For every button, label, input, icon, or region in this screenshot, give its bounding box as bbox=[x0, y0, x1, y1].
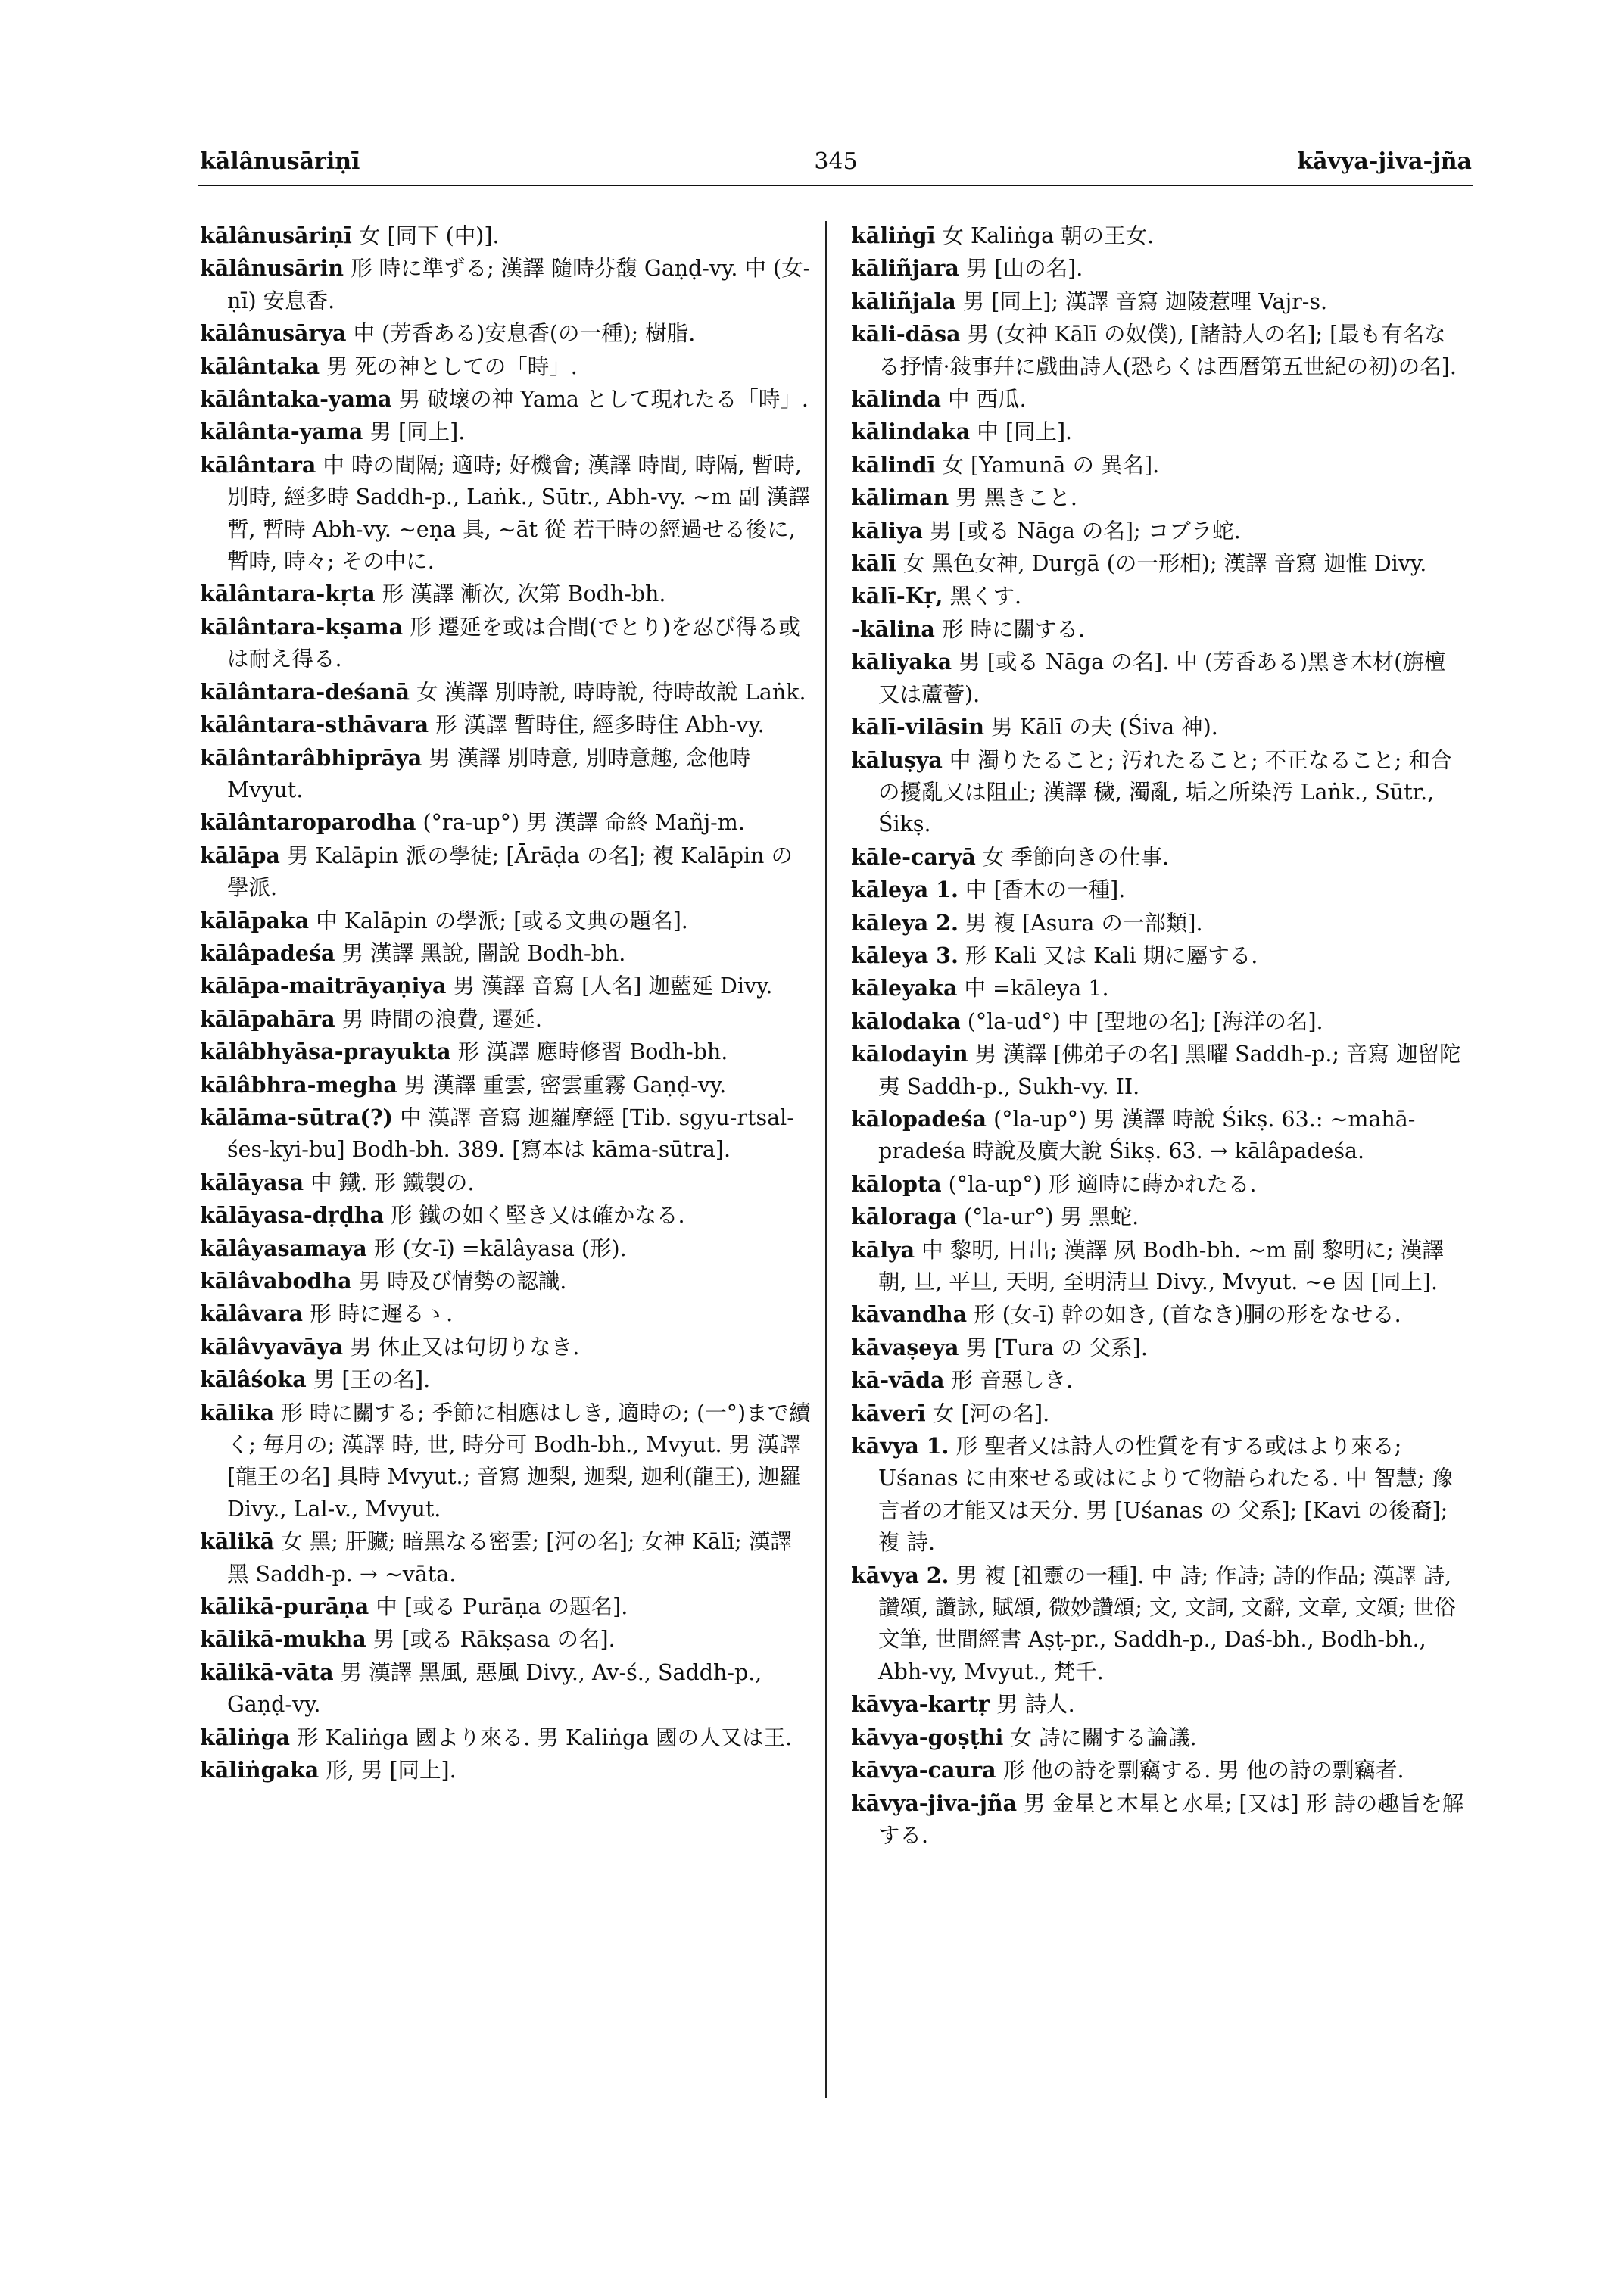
entry-headword: kālâyasamaya bbox=[200, 1235, 367, 1261]
entry-definition: 形 鐵の如く堅き又は確かなる. bbox=[383, 1203, 685, 1229]
entry-headword: kālâbhra-megha bbox=[200, 1071, 397, 1098]
entry-headword: kālântara-kṛta bbox=[200, 581, 376, 607]
entry-headword: kālika bbox=[200, 1399, 275, 1425]
entry-headword: kālâvabodha bbox=[200, 1268, 352, 1294]
entry-headword: kālântara bbox=[200, 451, 316, 478]
entry-definition: 形 漢譯 應時修習 Bodh-bh. bbox=[450, 1039, 728, 1065]
entry-headword: kālântara-deśanā bbox=[200, 678, 410, 705]
entry-headword: kāvya-goṣṭhi bbox=[851, 1724, 1004, 1750]
dictionary-entry bbox=[851, 841, 1464, 874]
dictionary-entry bbox=[200, 1623, 813, 1656]
entry-headword: kālya bbox=[851, 1236, 915, 1263]
entry-definition: 形 時に準ずる; 漢譯 隨時芬馥 Gaṇḍ-vy. 中 (女-ṇī) 安息香. bbox=[227, 256, 811, 313]
dictionary-entry bbox=[200, 676, 813, 709]
entry-definition: 形 時に關する. bbox=[934, 616, 1086, 642]
dictionary-entry bbox=[851, 383, 1464, 416]
entry-headword: kālânta-yama bbox=[200, 419, 363, 445]
dictionary-entry bbox=[200, 1298, 813, 1330]
entry-definition: 男 休止又は句切りなき. bbox=[343, 1334, 580, 1360]
entry-headword: kāvya 1. bbox=[851, 1433, 949, 1460]
entry-headword: kāliyaka bbox=[851, 649, 952, 675]
dictionary-entry bbox=[200, 970, 813, 1002]
entry-headword: kāluṣya bbox=[851, 746, 943, 773]
page-number: 345 bbox=[814, 148, 858, 175]
dictionary-entry bbox=[851, 1430, 1464, 1559]
entry-headword: kālāpa-maitrāyaṇiya bbox=[200, 973, 447, 999]
entry-definition: 形 (女-ī) =kālâyasa (形). bbox=[366, 1235, 627, 1261]
dictionary-entry bbox=[851, 972, 1464, 1005]
entry-definition: 女 黑; 肝臟; 暗黑なる密雲; [河の名]; 女神 Kālī; 漢譯 黑 Saddh-p. → ∼vāta. bbox=[227, 1529, 792, 1587]
dictionary-entry bbox=[200, 1101, 813, 1167]
entry-definition: 男 死の神としての「時」. bbox=[320, 354, 578, 379]
dictionary-entry bbox=[200, 1590, 813, 1623]
entry-headword: kālânusārya bbox=[200, 320, 347, 347]
entry-headword: kālântaroparodha bbox=[200, 809, 416, 836]
entry-definition: 女 [河の名]. bbox=[925, 1400, 1050, 1426]
dictionary-entry bbox=[200, 383, 813, 416]
entry-headword: kālopadeśa bbox=[851, 1105, 987, 1132]
dictionary-entry bbox=[851, 1787, 1464, 1852]
dictionary-entry bbox=[851, 1103, 1464, 1168]
entry-definition: 中 西瓜. bbox=[940, 387, 1027, 413]
header-rule bbox=[198, 185, 1473, 186]
entry-headword: kāliṅgaka bbox=[200, 1757, 320, 1784]
entry-definition: 女 季節向きの仕事. bbox=[975, 844, 1170, 870]
entry-definition: 形 音惡しき. bbox=[944, 1368, 1074, 1394]
entry-headword: kālāpahāra bbox=[200, 1005, 335, 1032]
entry-definition: 男 破壞の神 Yama として現れたる「時」. bbox=[391, 387, 809, 413]
dictionary-entry bbox=[200, 252, 813, 317]
dictionary-entry bbox=[200, 806, 813, 839]
entry-definition: 形, 男 [同上]. bbox=[319, 1758, 457, 1784]
entry-headword: kālindaka bbox=[851, 419, 971, 445]
entry-definition: 形 時に關する; 季節に相應はしき, 適時の; (一°)まで續く; 毎月の; 漢譯 時, 世, 時分可 Bodh-bh., Mvyut. 男 漢譯 [龍王の名] 具時 Mvyut.; 音寫 迦梨, 迦梨, 迦利(龍王), 迦羅 Divy., Lal-v., Mvyut. bbox=[227, 1400, 811, 1522]
entry-definition: 男 [Tura の 父系]. bbox=[959, 1335, 1148, 1360]
entry-headword: kālântara-kṣama bbox=[200, 613, 404, 640]
entry-definition: 男 時及び情勢の認識. bbox=[351, 1269, 567, 1294]
entry-definition: 男 [同上]. bbox=[363, 419, 466, 445]
dictionary-entry bbox=[851, 1168, 1464, 1201]
entry-definition: 中 =kāleya 1. bbox=[957, 976, 1109, 1002]
entry-headword: kāleyaka bbox=[851, 975, 958, 1002]
entry-headword: kālâśoka bbox=[200, 1366, 307, 1393]
entry-headword: kāliya bbox=[851, 517, 923, 544]
entry-definition: 中 時の間隔; 適時; 好機會; 漢譯 時間, 時隔, 暫時, 別時, 經多時 Saddh-p., Laṅk., Sūtr., Abh-vy. ∼m 副 漢譯 暫, 暫時 Abh-vy. ∼eṇa 具, ∼āt 從 若干時の經過せる後に, 暫時, 時々; その中に. bbox=[227, 452, 810, 575]
dictionary-entry bbox=[851, 481, 1464, 514]
dictionary-entry bbox=[200, 840, 813, 905]
dictionary-entry bbox=[200, 1656, 813, 1721]
page-header bbox=[200, 148, 1472, 179]
dictionary-entry bbox=[200, 1331, 813, 1363]
entry-definition: 男 (女神 Kālī の奴僕), [諸詩人の名]; [最も有名なる抒情·敍事幷に戲曲詩人(恐らくは西曆第五世紀の初)の名]. bbox=[878, 322, 1457, 379]
entry-headword: kālikā-vāta bbox=[200, 1659, 334, 1685]
dictionary-entry bbox=[200, 350, 813, 383]
entry-definition: 中 [同上]. bbox=[970, 419, 1073, 445]
entry-headword: kāvya-kartṛ bbox=[851, 1691, 990, 1718]
entry-definition: 形 漢譯 漸次, 次第 Bodh-bh. bbox=[375, 581, 666, 607]
entry-definition: 中 濁りたること; 汚れたること; 不正なること; 和合の擾亂又は阻止; 漢譯 穢, 濁亂, 垢之所染汚 Laṅk., Sūtr., Śikṣ. bbox=[878, 747, 1452, 837]
entry-definition: 男 黑きこと. bbox=[949, 485, 1077, 511]
dictionary-entry bbox=[851, 874, 1464, 906]
entry-headword: kālântara-sthāvara bbox=[200, 712, 429, 738]
entry-headword: kāloraga bbox=[851, 1204, 957, 1230]
entry-headword: kāli-dāsa bbox=[851, 321, 961, 347]
dictionary-entry bbox=[200, 220, 813, 252]
entry-definition: 中 Kalāpin の學派; [或る文典の題名]. bbox=[309, 908, 688, 933]
dictionary-entry bbox=[200, 1265, 813, 1298]
entry-definition: 形 聖者又は詩人の性質を有する或はより來る; Uśanas に由來せる或はによりて物語られたる. 中 智慧; 豫言者の才能又は天分. 男 [Uśanas の 父系]; [Kavi の後裔]; 複 詩. bbox=[878, 1434, 1454, 1556]
entry-definition: 黑くす. bbox=[943, 584, 1022, 609]
dictionary-entry bbox=[851, 580, 1464, 612]
entry-definition: 中 [香木の一種]. bbox=[958, 877, 1126, 903]
entry-headword: kālâbhyāsa-prayukta bbox=[200, 1039, 451, 1065]
entry-headword: kālâpadeśa bbox=[200, 939, 335, 966]
entry-definition: 男 時間の浪費, 遷延. bbox=[335, 1006, 542, 1032]
entry-definition: 男 複 [祖靈の一種]. 中 詩; 作詩; 詩的作品; 漢譯 詩, 讚頌, 讚詠, 賦頌, 微妙讚頌; 文, 文詞, 文辭, 文章, 文頌; 世俗文筆, 世間經書 Aṣṭ-pr., Saddh-p., Daś-bh., Bodh-bh., Abh-vy, Mvyut., 梵千. bbox=[878, 1562, 1456, 1684]
entry-definition: 男 Kālī の夫 (Śiva 神). bbox=[983, 715, 1218, 740]
dictionary-entry bbox=[851, 1038, 1464, 1103]
entry-definition: 男 [山の名]. bbox=[959, 256, 1083, 282]
entry-headword: kālāyasa bbox=[200, 1169, 304, 1195]
entry-headword: kāvandha bbox=[851, 1301, 968, 1328]
dictionary-entry bbox=[200, 1397, 813, 1526]
dictionary-entry bbox=[200, 1069, 813, 1101]
dictionary-entry bbox=[200, 1525, 813, 1590]
dictionary-entry bbox=[200, 578, 813, 610]
entry-definition: 女 [同下 (中)]. bbox=[351, 223, 500, 248]
entry-headword: kālāpa bbox=[200, 842, 280, 868]
entry-headword: kāvaṣeya bbox=[851, 1334, 959, 1360]
entry-definition: 形 漢譯 暫時住, 經多時住 Abh-vy. bbox=[429, 712, 765, 738]
dictionary-entry bbox=[200, 416, 813, 448]
entry-definition: 男 [同上]; 漢譯 音寫 迦陵惹哩 Vajr-s. bbox=[955, 288, 1328, 314]
dictionary-entry bbox=[851, 744, 1464, 841]
dictionary-entry bbox=[200, 905, 813, 937]
column-divider bbox=[825, 221, 827, 2098]
dictionary-entry bbox=[851, 1754, 1464, 1787]
entry-definition: 男 複 [Asura の一部類]. bbox=[958, 910, 1203, 936]
entry-definition: 男 詩人. bbox=[990, 1692, 1075, 1718]
entry-headword: kālī-vilāsin bbox=[851, 714, 984, 740]
entry-definition: (°ra-up°) 男 漢譯 命終 Mañj-m. bbox=[416, 810, 745, 836]
dictionary-entry bbox=[851, 285, 1464, 318]
dictionary-entry bbox=[200, 937, 813, 970]
dictionary-entry bbox=[851, 1559, 1464, 1689]
entry-headword: kāverī bbox=[851, 1400, 926, 1426]
entry-headword: kālikā-mukha bbox=[200, 1626, 366, 1653]
entry-definition: (°la-up°) 男 漢譯 時說 Śikṣ. 63.: ∼mahā-pradeśa 時說及廣大說 Śikṣ. 63. → kālâpadeśa. bbox=[878, 1106, 1416, 1164]
dictionary-entry bbox=[851, 547, 1464, 580]
entry-headword: kāleya 2. bbox=[851, 909, 959, 936]
dictionary-entry bbox=[200, 317, 813, 350]
entry-headword: kālikā-purāṇa bbox=[200, 1594, 369, 1620]
dictionary-entry bbox=[851, 646, 1464, 711]
entry-headword: kālâvyavāya bbox=[200, 1333, 344, 1360]
entry-definition: 中 鐵. 形 鐵製の. bbox=[304, 1170, 475, 1195]
entry-definition: 男 漢譯 音寫 [人名] 迦藍延 Divy. bbox=[446, 974, 773, 999]
entry-headword: kāliṅgī bbox=[851, 223, 936, 248]
dictionary-entry bbox=[200, 1363, 813, 1396]
entry-headword: kālāyasa-dṛḍha bbox=[200, 1202, 384, 1229]
dictionary-entry bbox=[200, 1754, 813, 1787]
entry-headword: kālāma-sūtra(?) bbox=[200, 1104, 394, 1130]
entry-definition: 男 [或る Nāga の名]. 中 (芳香ある)黑き木材(旃檀又は蘆薈). bbox=[878, 650, 1446, 707]
entry-definition: 形 他の詩を剽竊する. 男 他の詩の剽竊者. bbox=[996, 1758, 1404, 1784]
entry-definition: 男 [王の名]. bbox=[306, 1367, 431, 1393]
dictionary-entry bbox=[851, 515, 1464, 547]
entry-definition: 男 漢譯 別時意, 別時意趣, 念他時 Mvyut. bbox=[227, 745, 751, 802]
entry-definition: 女 Kaliṅga 朝の王女. bbox=[935, 223, 1155, 248]
dictionary-entry bbox=[200, 1036, 813, 1068]
entry-headword: kālodaka bbox=[851, 1008, 961, 1034]
dictionary-entry bbox=[851, 1201, 1464, 1233]
entry-headword: kālâvara bbox=[200, 1301, 304, 1327]
dictionary-entry bbox=[851, 416, 1464, 448]
dictionary-entry bbox=[851, 318, 1464, 383]
entry-headword: kālī bbox=[851, 550, 896, 577]
entry-headword: kālikā bbox=[200, 1528, 275, 1555]
entry-headword: kālinda bbox=[851, 386, 941, 413]
left-column bbox=[200, 220, 813, 1787]
entry-definition: 男 漢譯 黑說, 闇說 Bodh-bh. bbox=[335, 940, 626, 966]
right-column bbox=[851, 220, 1464, 1852]
entry-headword: kāvya-jiva-jña bbox=[851, 1790, 1018, 1816]
entry-definition: 女 詩に關する論議. bbox=[1003, 1724, 1197, 1750]
entry-definition: (°la-ud°) 中 [聖地の名]; [海洋の名]. bbox=[960, 1008, 1323, 1034]
header-left-guideword: kālânusāriṇī bbox=[200, 148, 360, 175]
header-right-guideword: kāvya-jiva-jña bbox=[1297, 148, 1472, 175]
dictionary-entry bbox=[200, 1167, 813, 1199]
dictionary-entry bbox=[851, 449, 1464, 481]
dictionary-entry bbox=[200, 1232, 813, 1265]
dictionary-entry bbox=[200, 742, 813, 807]
entry-headword: -kālina bbox=[851, 615, 935, 642]
entry-headword: kālânusārin bbox=[200, 255, 344, 282]
dictionary-entry bbox=[200, 611, 813, 676]
entry-definition: 形 (女-ī) 幹の如き, (首なき)胴の形をなせる. bbox=[967, 1302, 1401, 1328]
entry-definition: 形 Kali 又は Kali 期に屬する. bbox=[958, 942, 1258, 968]
entry-definition: 中 (芳香ある)安息香(の一種); 樹脂. bbox=[346, 321, 696, 347]
entry-definition: 形 時に遲るゝ. bbox=[303, 1301, 454, 1327]
dictionary-entry bbox=[851, 1397, 1464, 1430]
dictionary-entry bbox=[851, 1005, 1464, 1038]
entry-headword: kālântaka-yama bbox=[200, 386, 392, 413]
entry-definition: 男 金星と木星と水星; [又は] 形 詩の趣旨を解する. bbox=[878, 1790, 1464, 1848]
dictionary-entry bbox=[851, 711, 1464, 743]
entry-definition: 女 漢譯 別時說, 時時說, 待時故說 Laṅk. bbox=[409, 679, 806, 705]
entry-definition: 男 [或る Nāga の名]; コブラ蛇. bbox=[922, 518, 1241, 544]
entry-headword: kālânusāriṇī bbox=[200, 223, 352, 248]
entry-definition: (°la-ur°) 男 黑蛇. bbox=[956, 1204, 1139, 1230]
entry-definition: 男 漢譯 黑風, 惡風 Divy., Av-ś., Saddh-p., Gaṇḍ-vy. bbox=[227, 1659, 762, 1718]
dictionary-entry bbox=[851, 1364, 1464, 1397]
entry-headword: kāleya 3. bbox=[851, 942, 959, 968]
entry-headword: kālī-Kṛ, bbox=[851, 583, 943, 609]
entry-definition: 中 黎明, 日出; 漢譯 夙 Bodh-bh. ∼m 副 黎明に; 漢譯 朝, 旦, 平旦, 天明, 至明淸旦 Divy., Mvyut. ∼e 因 [同上]. bbox=[878, 1237, 1444, 1294]
dictionary-entry bbox=[200, 449, 813, 578]
entry-definition: 形 遷延を或は合間(でとり)を忍び得る或は耐え得る. bbox=[227, 614, 800, 672]
dictionary-entry bbox=[851, 252, 1464, 285]
entry-definition: 女 黑色女神, Durgā (の一形相); 漢譯 音寫 迦惟 Divy. bbox=[896, 551, 1427, 577]
dictionary-entry bbox=[851, 907, 1464, 939]
entry-definition: 女 [Yamunā の 異名]. bbox=[935, 452, 1160, 478]
entry-definition: 中 [或る Purāṇa の題名]. bbox=[369, 1594, 628, 1620]
entry-definition: 男 [或る Rākṣasa の名]. bbox=[366, 1627, 616, 1653]
dictionary-entry bbox=[200, 1199, 813, 1232]
dictionary-entry bbox=[200, 709, 813, 741]
entry-headword: kālāpaka bbox=[200, 907, 310, 933]
entry-definition: 男 Kalāpin 派の學徒; [Ārāḍa の名]; 複 Kalāpin の學派. bbox=[227, 843, 793, 901]
entry-definition: (°la-up°) 形 適時に蒔かれたる. bbox=[941, 1171, 1257, 1197]
dictionary-entry bbox=[851, 1721, 1464, 1754]
dictionary-entry bbox=[851, 613, 1464, 646]
entry-definition: 中 漢譯 音寫 迦羅摩經 [Tib. sgyu-rtsal-śes-kyi-bu] Bodh-bh. 389. [寫本は kāma-sūtra]. bbox=[227, 1104, 794, 1163]
entry-headword: kālopta bbox=[851, 1170, 942, 1197]
entry-headword: kālântaka bbox=[200, 353, 320, 379]
entry-headword: kāvya 2. bbox=[851, 1562, 949, 1588]
entry-headword: kā-vāda bbox=[851, 1367, 945, 1394]
entry-headword: kālântarâbhiprāya bbox=[200, 744, 422, 771]
entry-definition: 男 漢譯 重雲, 密雲重霧 Gaṇḍ-vy. bbox=[397, 1072, 727, 1098]
dictionary-entry bbox=[851, 220, 1464, 252]
dictionary-entry bbox=[851, 1298, 1464, 1331]
entry-headword: kālindī bbox=[851, 451, 936, 478]
dictionary-entry bbox=[851, 939, 1464, 972]
dictionary-entry bbox=[851, 1688, 1464, 1721]
dictionary-entry bbox=[200, 1721, 813, 1754]
entry-headword: kāliñjala bbox=[851, 288, 956, 314]
entry-headword: kāleya 1. bbox=[851, 877, 959, 903]
entry-definition: 形 Kaliṅga 國より來る. 男 Kaliṅga 國の人又は王. bbox=[289, 1724, 793, 1750]
entry-headword: kāvya-caura bbox=[851, 1757, 996, 1784]
dictionary-entry bbox=[851, 1234, 1464, 1299]
entry-headword: kālodayin bbox=[851, 1041, 968, 1067]
entry-headword: kāliñjara bbox=[851, 255, 959, 282]
entry-headword: kāliṅga bbox=[200, 1724, 290, 1750]
dictionary-entry bbox=[851, 1332, 1464, 1364]
entry-headword: kāle-caryā bbox=[851, 843, 976, 870]
dictionary-entry bbox=[200, 1003, 813, 1036]
entry-headword: kāliman bbox=[851, 484, 949, 511]
entry-definition: 男 漢譯 [佛弟子の名] 黑曜 Saddh-p.; 音寫 迦留陀夷 Saddh-p., Sukh-vy. II. bbox=[878, 1042, 1461, 1099]
